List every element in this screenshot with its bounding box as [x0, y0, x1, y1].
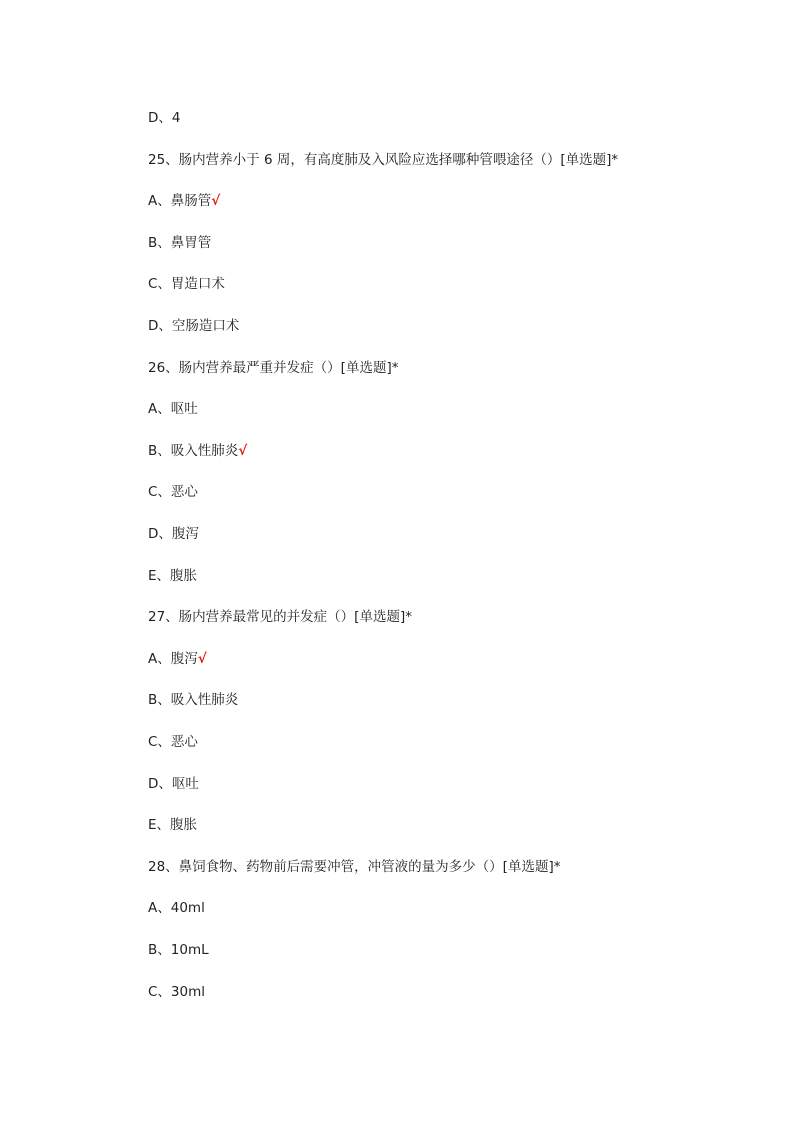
option-text: C、恶心	[148, 734, 198, 750]
option-line	[148, 192, 220, 210]
option-line	[148, 275, 225, 293]
option-line	[148, 317, 239, 335]
option-text: A、腹泻	[148, 651, 198, 667]
option-text: A、呕吐	[148, 401, 198, 417]
option-text: B、吸入性肺炎	[148, 443, 239, 459]
option-line	[148, 525, 199, 543]
option-text: B、吸入性肺炎	[148, 692, 239, 708]
option-text: D、4	[148, 110, 181, 126]
question-text: 26、肠内营养最严重并发症（）[单选题]*	[148, 360, 399, 376]
option-line	[148, 567, 197, 585]
correct-check-icon: √	[197, 651, 207, 667]
question-text: 25、肠内营养小于 6 周，有高度肺及入风险应选择哪种管喂途径（）[单选题]*	[148, 152, 619, 168]
option-text: D、呕吐	[148, 776, 199, 792]
correct-check-icon: √	[211, 193, 221, 209]
option-line	[148, 733, 198, 751]
option-text: C、恶心	[148, 484, 198, 500]
option-text: A、40ml	[148, 900, 205, 916]
correct-check-icon: √	[238, 443, 248, 459]
option-line	[148, 234, 211, 252]
option-text: E、腹胀	[148, 817, 198, 833]
option-line	[148, 983, 205, 1001]
option-text: D、空肠造口术	[148, 318, 240, 334]
question-line	[148, 608, 412, 626]
option-text: B、鼻胃管	[148, 235, 212, 251]
option-line	[148, 941, 209, 959]
question-text: 27、肠内营养最常见的并发症（）[单选题]*	[148, 609, 412, 625]
question-line	[148, 858, 560, 876]
option-line	[148, 442, 247, 460]
option-text: B、10mL	[148, 942, 209, 958]
option-line	[148, 816, 197, 834]
question-line	[148, 359, 398, 377]
option-text: D、腹泻	[148, 526, 199, 542]
option-line	[148, 109, 180, 127]
option-line	[148, 400, 198, 418]
option-text: A、鼻肠管	[148, 193, 212, 209]
option-text: C、30ml	[148, 984, 206, 1000]
option-line	[148, 483, 198, 501]
question-line	[148, 151, 618, 169]
option-line	[148, 691, 238, 709]
question-text: 28、鼻饲食物、药物前后需要冲管，冲管液的量为多少（）[单选题]*	[148, 859, 561, 875]
option-line	[148, 775, 199, 793]
option-text: C、胃造口术	[148, 276, 225, 292]
option-text: E、腹胀	[148, 568, 198, 584]
option-line	[148, 899, 205, 917]
option-line	[148, 650, 207, 668]
